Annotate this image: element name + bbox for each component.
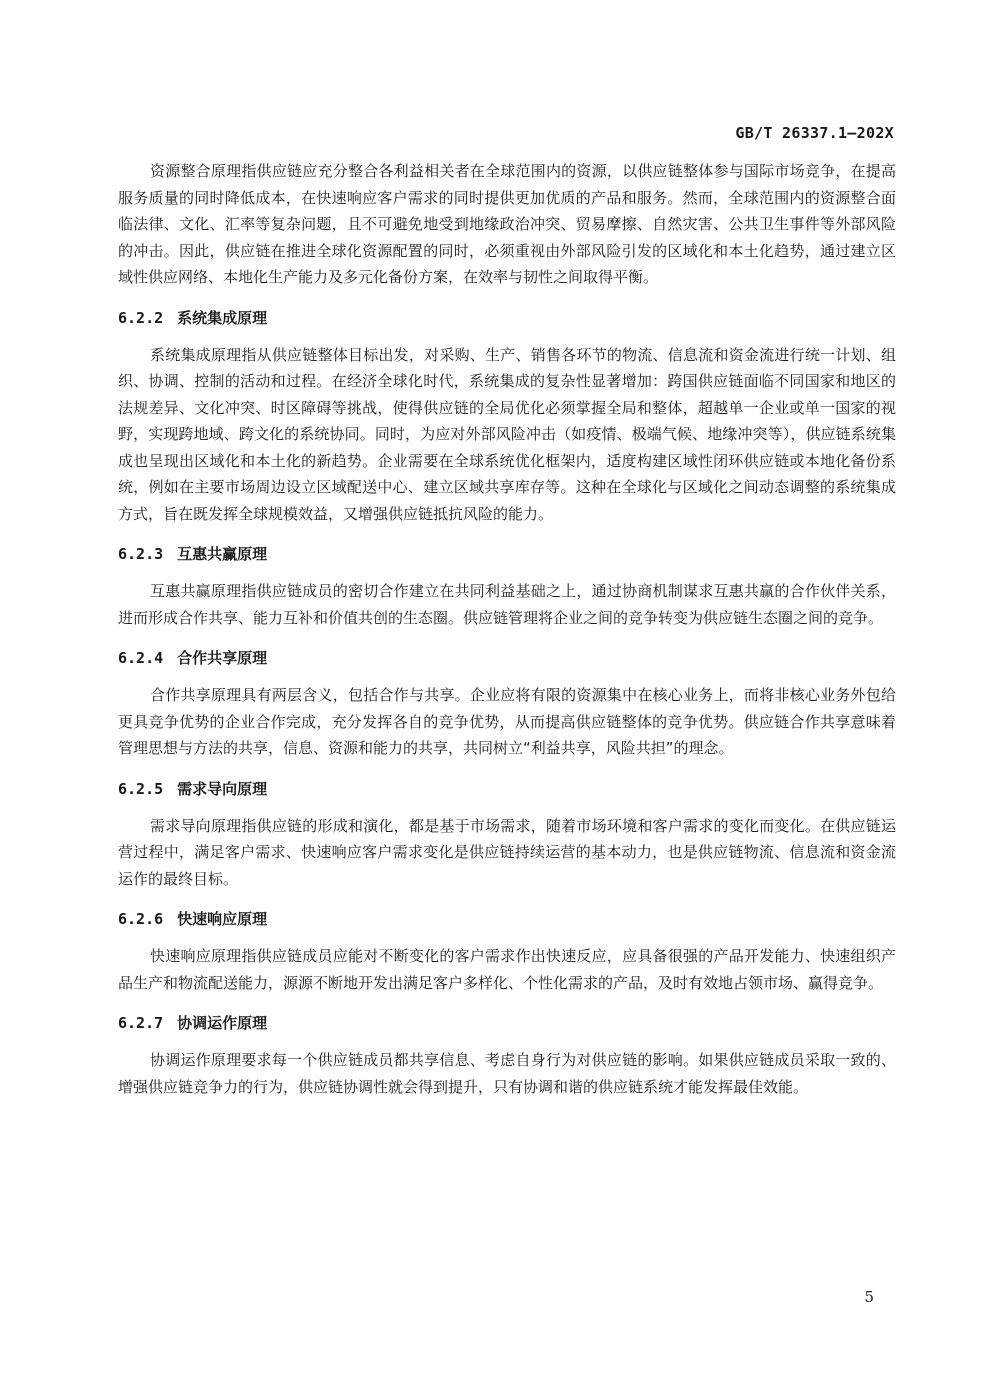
section-title: 快速响应原理 — [177, 910, 268, 928]
section-number: 6.2.4 — [118, 649, 164, 667]
section-title: 合作共享原理 — [177, 649, 268, 667]
section-title: 协调运作原理 — [177, 1014, 268, 1032]
section-heading-6-2-7 — [118, 1010, 896, 1036]
section-heading-6-2-2 — [118, 305, 896, 331]
section-heading-6-2-3 — [118, 541, 896, 567]
section-body-6-2-5: 需求导向原理指供应链的形成和演化，都是基于市场需求，随着市场环境和客户需求的变化而变化。在供应链运营过程中，满足客户需求、快速响应客户需求变化是供应链持续运营的基本动力，也是供应链物流、信息流和资金流运作的最终目标。 — [118, 816, 896, 888]
section-number: 6.2.3 — [118, 545, 164, 563]
section-body-6-2-2: 系统集成原理指从供应链整体目标出发，对采购、生产、销售各环节的物流、信息流和资金流进行统一计划、组织、协调、控制的活动和过程。在经济全球化时代，系统集成的复杂性显著增加：跨国供应链面临不同国家和地区的法规差异、文化冲突、时区障碍等挑战，使得供应链的全局优化必须掌握全局和整体，超越单一企业或单一国家的视野，实现跨地域、跨文化的系统协同。同时，为应对外部风险冲击（如疫情、极端气候、地缘冲突等），供应链系统集成也呈现出区域化和本土化的新趋势。企业需要在全球系统优化框架内，适度构建区域性闭环供应链或本地化备份系统，例如在主要市场周边设立区域配送中心、建立区域共享库存等。这种在全球化与区域化之间动态调整的系统集成方式，旨在既发挥全球规模效益，又增强供应链抵抗风险的能力。 — [118, 345, 896, 523]
section-number: 6.2.7 — [118, 1014, 164, 1032]
section-body-6-2-7: 协调运作原理要求每一个供应链成员都共享信息、考虑自身行为对供应链的影响。如果供应链成员采取一致的、增强供应链竞争力的行为，供应链协调性就会得到提升，只有协调和谐的供应链系统才能发挥最佳效能。 — [118, 1051, 896, 1096]
intro-paragraph: 资源整合原理指供应链应充分整合各利益相关者在全球范围内的资源，以供应链整体参与国际市场竞争，在提高服务质量的同时降低成本，在快速响应客户需求的同时提供更加优质的产品和服务。然而，全球范围内的资源整合面临法律、文化、汇率等复杂问题，且不可避免地受到地缘政治冲突、贸易摩擦、自然灾害、公共卫生事件等外部风险的冲击。因此，供应链在推进全球化资源配置的同时，必须重视由外部风险引发的区域化和本土化趋势，通过建立区域性供应网络、本地化生产能力及多元化备份方案，在效率与韧性之间取得平衡。 — [118, 162, 896, 286]
section-title: 需求导向原理 — [177, 779, 268, 798]
section-body-6-2-6: 快速响应原理指供应链成员应能对不断变化的客户需求作出快速反应，应具备很强的产品开发能力、快速组织产品生产和物流配送能力，源源不断地开发出满足客户多样化、个性化需求的产品，及时有效地占领市场、赢得竞争。 — [118, 947, 896, 992]
page-number: 5 — [864, 1288, 874, 1306]
section-body-6-2-4: 合作共享原理具有两层含义，包括合作与共享。企业应将有限的资源集中在核心业务上，而将非核心业务外包给更具竞争优势的企业合作完成，充分发挥各自的竞争优势，从而提高供应链整体的竞争优势。供应链合作共享意味着管理思想与方法的共享，信息、资源和能力的共享，共同树立“利益共享，风险共担”的理念。 — [118, 686, 896, 757]
section-number: 6.2.2 — [118, 308, 164, 327]
section-heading-6-2-5 — [118, 776, 896, 802]
page-content — [118, 158, 896, 1100]
section-title: 互惠共赢原理 — [177, 545, 268, 563]
standard-code: GB/T 26337.1—202X — [735, 124, 894, 142]
section-heading-6-2-6 — [118, 906, 896, 932]
section-number: 6.2.5 — [118, 779, 164, 798]
section-heading-6-2-4 — [118, 645, 896, 671]
section-number: 6.2.6 — [118, 910, 164, 928]
section-title: 系统集成原理 — [177, 308, 268, 327]
section-body-6-2-3: 互惠共赢原理指供应链成员的密切合作建立在共同利益基础之上，通过协商机制谋求互惠共赢的合作伙伴关系，进而形成合作共享、能力互补和价值共创的生态圈。供应链管理将企业之间的竞争转变为供应链生态圈之间的竞争。 — [118, 582, 896, 627]
